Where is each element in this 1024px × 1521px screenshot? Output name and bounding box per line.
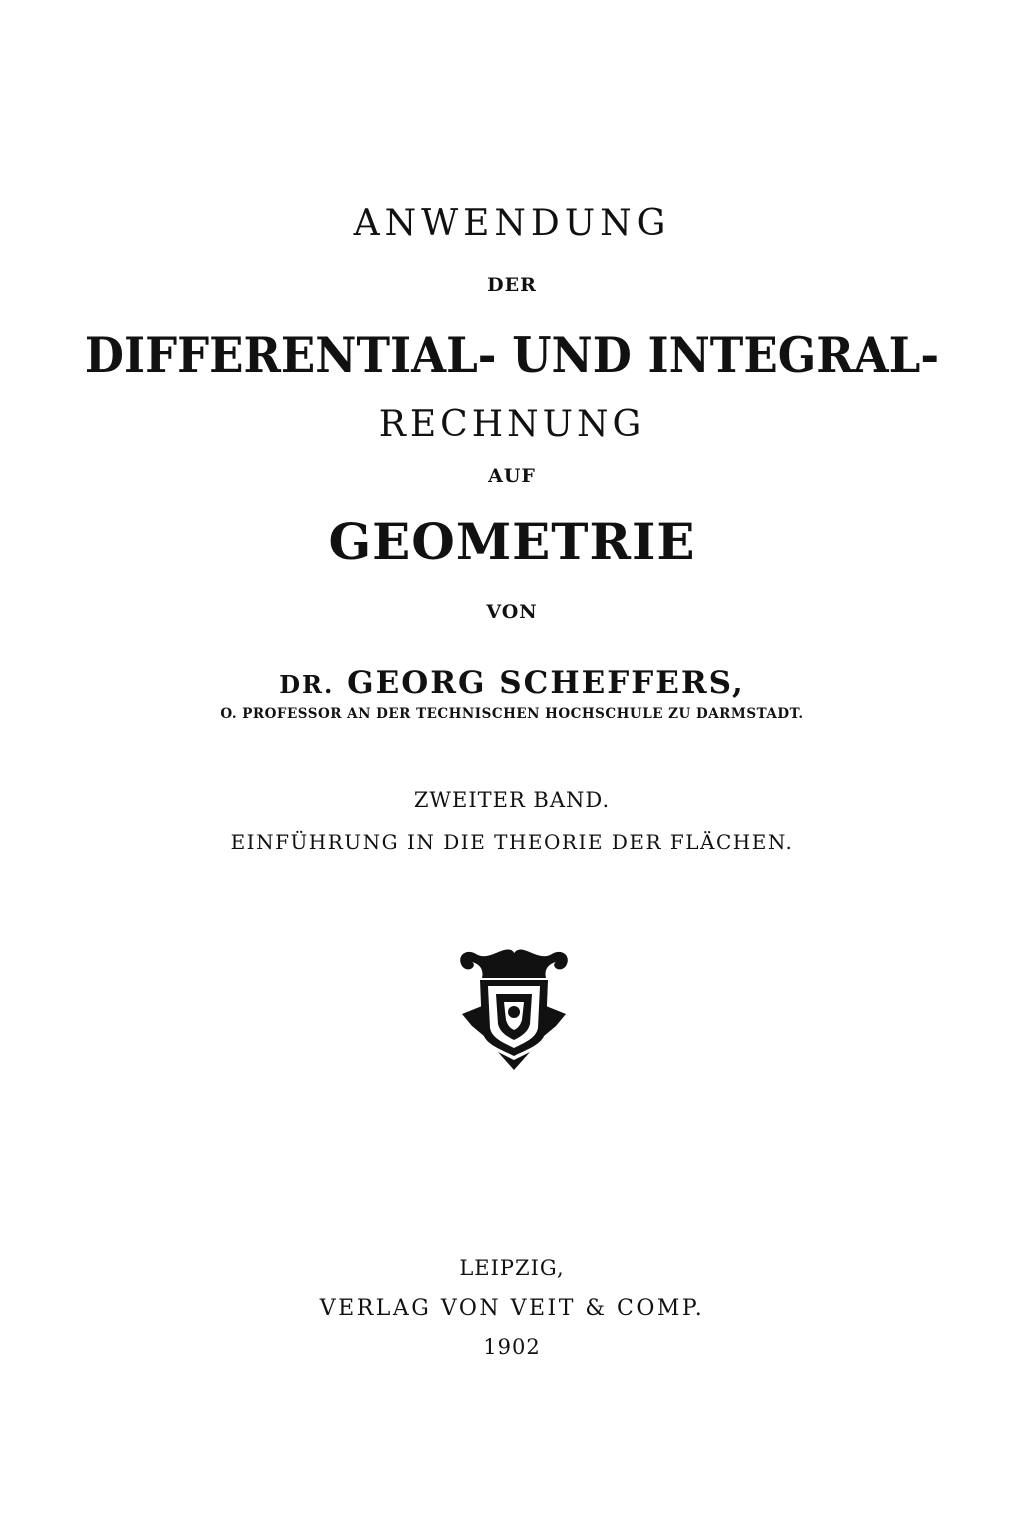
publisher-name: VERLAG VON VEIT & COMP. (319, 1296, 705, 1321)
byline-von: VON (486, 601, 538, 623)
title-line-anwendung: ANWENDUNG (353, 203, 671, 244)
volume-title: EINFÜHRUNG IN DIE THEORIE DER FLÄCHEN. (230, 830, 794, 854)
title-line-der: DER (487, 274, 537, 296)
author-line (0, 665, 1024, 701)
author-affiliation: O. PROFESSOR AN DER TECHNISCHEN HOCHSCHULE ZU DARMSTADT. (220, 706, 804, 722)
author-prefix: DR. (279, 670, 335, 699)
publication-year: 1902 (483, 1335, 541, 1359)
title-line-auf: AUF (488, 465, 536, 487)
title-line-geometrie: GEOMETRIE (328, 512, 696, 571)
author-name: GEORG SCHEFFERS, (347, 665, 745, 701)
publisher-city: LEIPZIG, (459, 1256, 565, 1280)
title-line-rechnung: RECHNUNG (378, 404, 646, 445)
volume-label: ZWEITER BAND. (413, 788, 611, 812)
publisher-emblem-icon (452, 944, 576, 1072)
title-line-differential: DIFFERENTIAL- UND INTEGRAL- (84, 326, 940, 384)
